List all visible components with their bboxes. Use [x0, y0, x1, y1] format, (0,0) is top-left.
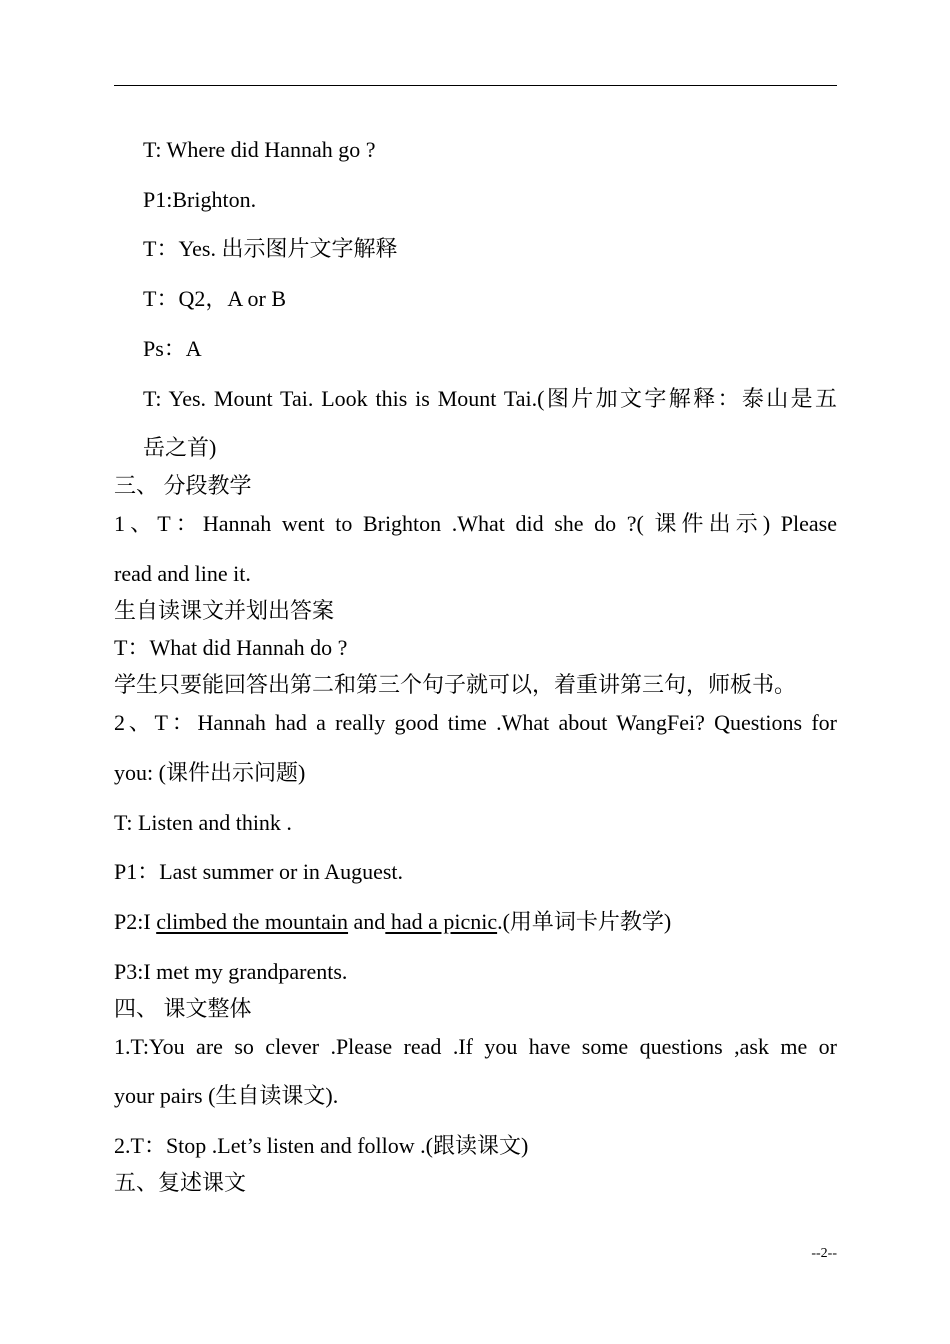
paragraph-line: P1：Last summer or in Auguest. [114, 859, 404, 884]
section-heading: 五、复述课文 [114, 1170, 247, 1195]
paragraph-line: 学生只要能回答出第二和第三个句子就可以，着重讲第三句，师板书。 [114, 672, 797, 697]
paragraph-line: 2.T：Stop .Let’s listen and follow .(跟读课文) [114, 1133, 529, 1158]
paragraph-line: 1、T：Hannah went to Brighton .What did she do ?( 课件出示) Please [114, 511, 837, 536]
dialogue-line: T: Yes. Mount Tai. Look this is Mount Tai.(图片加文字解释：泰山是五 [143, 386, 837, 411]
dialogue-line: Ps：A [143, 336, 202, 361]
text-segment: and [348, 909, 386, 934]
text-segment: P2:I [114, 909, 157, 934]
dialogue-line: T: Where did Hannah go ? [143, 137, 376, 162]
paragraph-line: read and line it. [114, 561, 251, 586]
dialogue-line: P1:Brighton. [143, 187, 257, 212]
underlined-phrase: climbed the mountain [156, 909, 349, 934]
dialogue-line: T：Yes. 出示图片文字解释 [143, 236, 398, 261]
paragraph-line: T: Listen and think . [114, 810, 292, 835]
section-heading: 三、 分段教学 [114, 473, 252, 498]
header-rule [114, 85, 837, 86]
page-number: --2-- [811, 1246, 837, 1261]
paragraph-line: your pairs (生自读课文). [114, 1083, 339, 1108]
paragraph-line: T：What did Hannah do ? [114, 635, 348, 660]
paragraph-line: 生自读课文并划出答案 [114, 598, 335, 623]
dialogue-line: 岳之首) [143, 435, 217, 460]
dialogue-line: T：Q2，A or B [143, 286, 287, 311]
underlined-phrase: had a picnic [385, 909, 498, 934]
text-segment: .(用单词卡片教学) [497, 909, 672, 934]
paragraph-line: 1.T:You are so clever .Please read .If you have some questions ,ask me or [114, 1034, 837, 1059]
paragraph-line: P3:I met my grandparents. [114, 959, 348, 984]
paragraph-line: you: (课件出示问题) [114, 760, 306, 785]
section-heading: 四、 课文整体 [114, 996, 252, 1021]
paragraph-line [114, 909, 671, 935]
paragraph-line: 2、T：Hannah had a really good time .What about WangFei? Questions for [114, 710, 837, 735]
